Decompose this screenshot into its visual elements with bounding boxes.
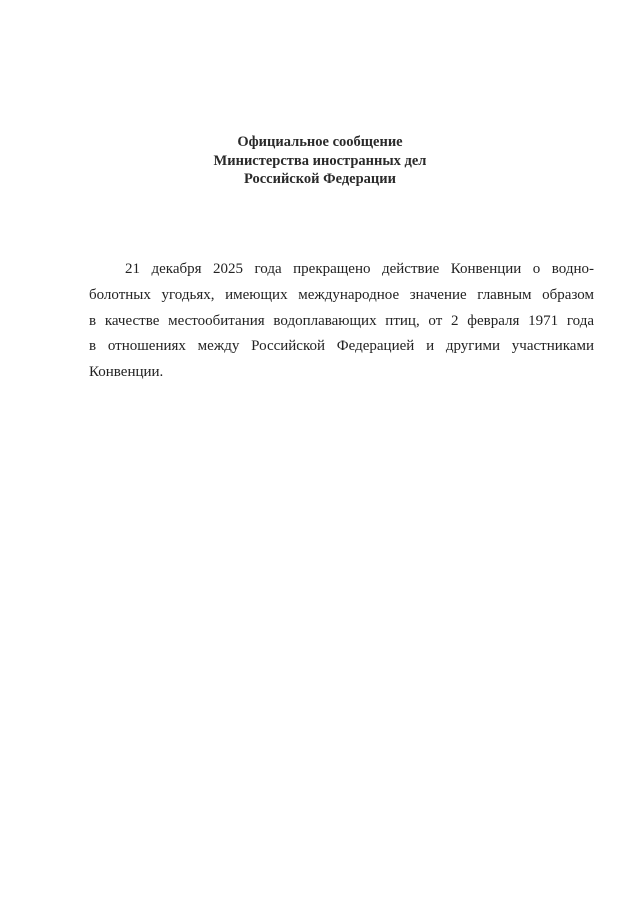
document-heading (0, 133, 640, 189)
heading-line-3: Российской Федерации (243, 171, 396, 187)
heading-line-1: Официальное сообщение (237, 134, 403, 150)
document-body-paragraph (89, 257, 594, 386)
body-line-4: в отношениях между Российской Федерацией и другими участниками (89, 338, 594, 355)
body-line-3: в качестве местообитания водоплавающих птиц, от 2 февраля 1971 года (89, 312, 594, 329)
heading-line-2: Министерства иностранных дел (213, 152, 427, 169)
body-line-2: болотных угодьях, имеющих международное значение главным образом (89, 286, 594, 303)
body-line-1: 21 декабря 2025 года прекращено действие Конвенции о водно- (125, 261, 594, 277)
body-line-5: Конвенции. (89, 364, 164, 381)
